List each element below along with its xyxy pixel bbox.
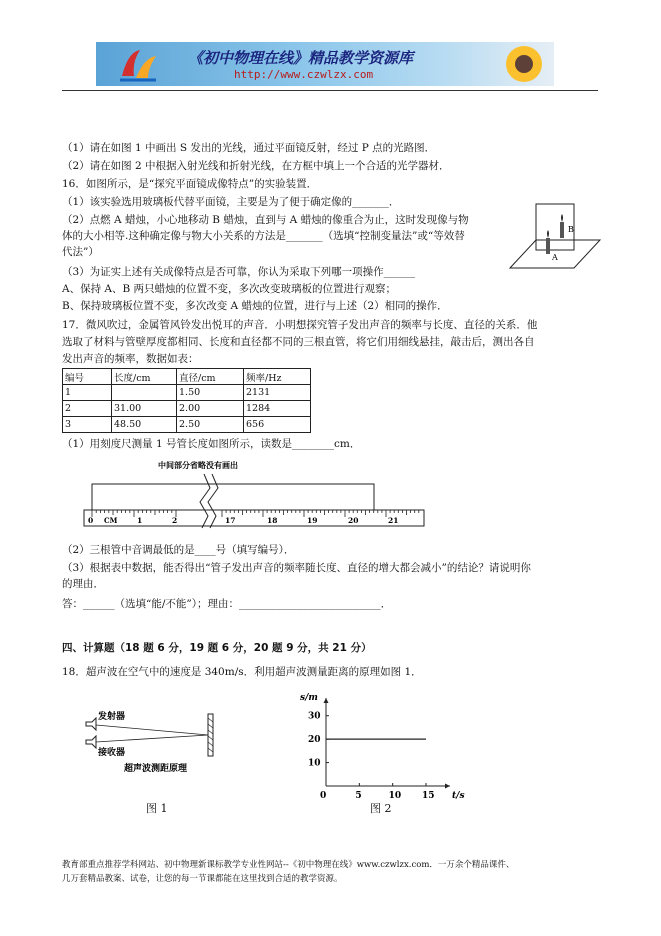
q17-part3b: 的理由． bbox=[62, 578, 104, 590]
y-tick-label: 20 bbox=[308, 735, 321, 746]
ultrasonic-figure bbox=[80, 708, 230, 774]
candle-b bbox=[560, 222, 564, 238]
footer-line-2: 几万套精品教案、试卷，让您的每一节课都能在这里找到合适的教学资源。 bbox=[62, 874, 343, 884]
q17-answer: 答：______（选填“能/不能”）；理由：___________________________． bbox=[62, 598, 392, 610]
y-tick-label: 30 bbox=[308, 711, 321, 722]
table-header: 直径/cm bbox=[177, 369, 244, 385]
section-4-title: 四、计算题（18 题 6 分，19 题 6 分，20 题 9 分，共 21 分） bbox=[62, 642, 372, 654]
table-cell: 1 bbox=[63, 385, 112, 401]
table-cell: 48.50 bbox=[112, 417, 177, 433]
header-title: 《初中物理在线》精品教学资源库 bbox=[188, 49, 414, 67]
table-header: 长度/cm bbox=[112, 369, 177, 385]
header-url: http://www.czwlzx.com bbox=[234, 68, 374, 81]
candle-a-label: A bbox=[552, 253, 558, 262]
ruler-body bbox=[84, 510, 424, 526]
table-cell: 31.00 bbox=[112, 401, 177, 417]
emitter-icon bbox=[86, 718, 96, 730]
table-row bbox=[63, 401, 311, 417]
q18-text: 18．超声波在空气中的速度是 340m/s．利用超声波测量距离的原理如图 1． bbox=[62, 666, 422, 678]
table-header: 编号 bbox=[63, 369, 112, 385]
q16-part2a: （2）点燃 A 蜡烛，小心地移动 B 蜡烛，直到与 A 蜡烛的像重合为止，这时发现像与物 bbox=[62, 214, 469, 226]
table-cell: 1.50 bbox=[177, 385, 244, 401]
y-axis-arrow bbox=[324, 698, 329, 703]
table-cell: 2.50 bbox=[177, 417, 244, 433]
q16-title: 16．如图所示，是“探究平面镜成像特点”的实验装置． bbox=[62, 178, 318, 190]
q16-option-a: A、保持 A、B 两只蜡烛的位置不变，多次改变玻璃板的位置进行观察； bbox=[62, 283, 397, 295]
q17-line1: 17．微风吹过，金属管风铃发出悦耳的声音．小明想探究管子发出声音的频率与长度、直径的关系．他 bbox=[62, 319, 538, 331]
fig1-label: 图 1 bbox=[146, 802, 168, 815]
emitter-label: 发射器 bbox=[98, 712, 126, 722]
x-tick-label: 10 bbox=[388, 791, 402, 801]
y-axis-label: s/m bbox=[300, 693, 318, 703]
table-cell: 2.00 bbox=[177, 401, 244, 417]
q16-part2c: 代法”） bbox=[62, 246, 99, 258]
table-cell: 2131 bbox=[244, 385, 311, 401]
ruler-figure bbox=[82, 460, 428, 530]
table-cell: 2 bbox=[63, 401, 112, 417]
ruler-label: 21 bbox=[388, 516, 399, 525]
ruler-unit-label: CM bbox=[104, 516, 118, 525]
measured-tube bbox=[92, 484, 374, 510]
ruler-label: 18 bbox=[267, 516, 278, 525]
table-cell: 3 bbox=[63, 417, 112, 433]
q16-part2b: 体的大小相等.这种确定像与物大小关系的方法是_______（选填“控制变量法”或“等效替 bbox=[62, 230, 465, 242]
table-cell: 1284 bbox=[244, 401, 311, 417]
x-axis-arrow bbox=[445, 784, 450, 789]
q16-option-b: B、保持玻璃板位置不变，多次改变 A 蜡烛的位置，进行与上述（2）相同的操作． bbox=[62, 300, 448, 312]
header-rule bbox=[62, 90, 598, 91]
table-header: 频率/Hz bbox=[244, 369, 311, 385]
candle-b-label: B bbox=[568, 225, 574, 234]
table-cell bbox=[112, 385, 177, 401]
ruler-label: 19 bbox=[307, 516, 318, 525]
logo-icon bbox=[118, 46, 158, 82]
receiver-label: 接收器 bbox=[98, 748, 126, 758]
x-axis-label: t/s bbox=[452, 791, 465, 801]
ruler-label: 17 bbox=[225, 516, 236, 525]
ruler-note: 中间部分省略没有画出 bbox=[158, 461, 238, 470]
q15-part2: （2）请在如图 2 中根据入射光线和折射光线，在方框中填上一个合适的光学器材． bbox=[62, 160, 450, 172]
mirror-experiment-figure bbox=[506, 196, 602, 272]
table-row bbox=[63, 417, 311, 433]
x-tick-label: 0 bbox=[320, 791, 327, 801]
st-graph bbox=[290, 690, 465, 810]
frequency-table bbox=[62, 368, 311, 433]
fig2-label: 图 2 bbox=[370, 802, 392, 815]
q16-part3: （3）为证实上述有关成像特点是否可靠，你认为采取下列哪一项操作______ bbox=[62, 266, 416, 278]
header-banner bbox=[96, 42, 554, 86]
x-tick-label: 15 bbox=[422, 791, 435, 801]
table-header-row bbox=[63, 369, 311, 385]
receiver-icon bbox=[86, 736, 96, 748]
q16-part1: （1）该实验选用玻璃板代替平面镜，主要是为了便于确定像的_______． bbox=[62, 196, 400, 208]
sunflower-icon bbox=[494, 42, 554, 86]
fig1-caption: 超声波测距原理 bbox=[124, 764, 188, 774]
candle-a bbox=[546, 238, 550, 254]
footer-line-1: 教育部重点推荐学科网站、初中物理新课标教学专业性网站--《初中物理在线》www.czwlzx.com．一万余个精品课件、 bbox=[62, 860, 515, 870]
q17-part3a: （3）根据表中数据，能否得出“管子发出声音的频率随长度、直径的增大都会减小”的结论？请说明你 bbox=[62, 562, 531, 574]
y-tick-label: 10 bbox=[308, 758, 321, 769]
q15-part1: （1）请在如图 1 中画出 S 发出的光线，通过平面镜反射，经过 P 点的光路图． bbox=[62, 142, 436, 154]
table-row bbox=[63, 385, 311, 401]
x-tick-label: 5 bbox=[355, 791, 362, 801]
ruler-label: 0 bbox=[88, 516, 94, 525]
q17-line2: 选取了材料与管壁厚度都相同、长度和直径都不同的三根直管，将它们用细线悬挂，敲击后，测出各自 bbox=[62, 336, 535, 348]
ruler-label: 1 bbox=[137, 516, 143, 525]
ruler-label: 2 bbox=[172, 516, 178, 525]
q17-part1: （1）用刻度尺测量 1 号管长度如图所示，读数是________cm． bbox=[62, 438, 361, 450]
footer bbox=[62, 858, 602, 886]
ruler-label: 20 bbox=[348, 516, 359, 525]
table-cell: 656 bbox=[244, 417, 311, 433]
q17-part2: （2）三根管中音调最低的是____号（填写编号）． bbox=[62, 544, 295, 556]
q17-line3: 发出声音的频率，数据如表： bbox=[62, 353, 199, 365]
